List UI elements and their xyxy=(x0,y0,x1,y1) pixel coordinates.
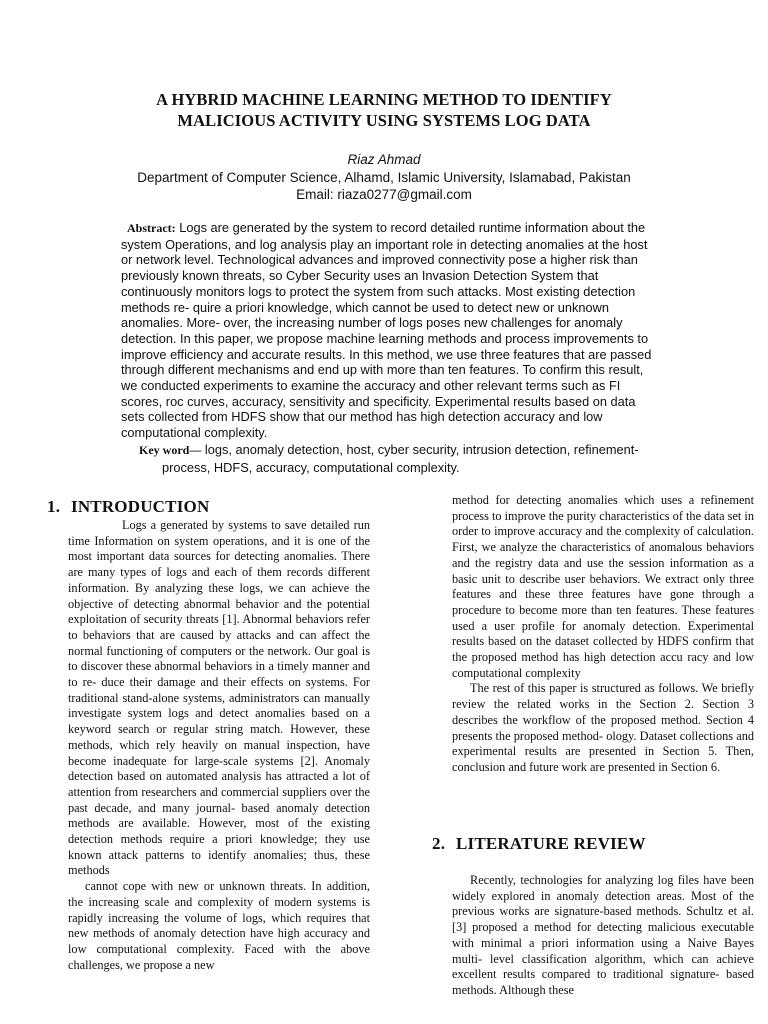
section-number: 1. xyxy=(47,497,61,516)
author-name: Riaz Ahmad xyxy=(347,152,421,167)
keywords-line-2: process, HDFS, accuracy, computational complexity. xyxy=(162,460,460,475)
section-title: INTRODUCTION xyxy=(71,497,210,516)
abstract xyxy=(121,220,661,441)
keywords xyxy=(139,441,669,476)
author-affiliation: Department of Computer Science, Alhamd, Islamic University, Islamabad, Pakistan xyxy=(137,170,631,185)
literature-review-body xyxy=(452,873,754,999)
left-column xyxy=(68,518,370,973)
lit-paragraph-1: Recently, technologies for analyzing log files have been widely explored in anomaly detection areas. Most of the previous works are signature-based methods. Schultz et al. [3] proposed a method for detecting malicious executable with minimal a priori information using a Naive Bayes multi- level classification algorithm, which can achieve excellent results compared to traditional signature- based methods. Although these xyxy=(452,873,754,997)
abstract-text: Logs are generated by the system to record detailed runtime information about the system Operations, and log analysis play an important role in detecting anomalies at the host or network level. Technological advances and improved connectivity pose a higher risk than previously known threats, so Cyber Security uses an Invasion Detection System that continuously monitors logs to protect the system from such attacks. Most existing detection methods re- quire a priori knowledge, which cannot be used to detect new or unknown anomalies. More- over, the increasing number of logs poses new challenges for anomaly detection. In this paper, we propose machine learning methods and process improvements to improve efficiency and accurate results. In this method, we use three features that are passed through different mechanisms and end up with more than ten features. To confirm this result, we conducted experiments to examine the accuracy and other relevant terms such as FI scores, roc curves, accuracy, sensitivity and specificity. Experimental results based on data sets collected from HDFS show that our method has high detection accuracy and low computational complexity. xyxy=(121,220,652,441)
abstract-label: Abstract: xyxy=(127,221,176,235)
keywords-label: Key word xyxy=(139,443,190,457)
paper-title xyxy=(100,89,668,131)
section-heading-introduction xyxy=(47,497,209,517)
section-title: LITERATURE REVIEW xyxy=(456,834,646,853)
right-column xyxy=(452,493,754,776)
keywords-line-1: logs, anomaly detection, host, cyber security, intrusion detection, refinement- xyxy=(201,442,639,457)
intro-paragraph-3: method for detecting anomalies which uses a refinement process to improve the purity characteristics of the data set in order to improve accuracy and the complexity of calculation. First, we analyze the characteristics of anomalous behaviors and the registry data and use the session information as a basic unit to describe user behaviors. We extract only three features and these three features have gone through a procedure to become more than ten features. These features used a user profile for anomaly detection. Experimental results based on the dataset collected by HDFS confirm that the proposed method has high detection accu racy and low computational complexity xyxy=(452,493,754,680)
intro-paragraph-1: Logs a generated by systems to save detailed run time Information on system operations, and it is one of the most important data sources for detecting anomalies. There are many types of logs and each of them records different information. By analyzing these logs, we can achieve the objective of detecting abnormal behavior and the potential exploitation of security threats [1]. Abnormal behaviors refer to behaviors that are caused by attacks and can affect the normal functioning of computers or the network. Our goal is to discover these abnormal behaviors in a timely manner and to re- duce their damage and their effects on systems. For traditional stand-alone systems, administrators can manually investigate system logs and detect anomalies based on a keyword search or regular string match. However, these methods, which rely heavily on manual inspection, have become inadequate for large-scale systems [2]. Anomaly detection based on automated analysis has attracted a lot of attention from researchers and commercial suppliers over the past decade, and many journal- based anomaly detection methods are available. However, most of the existing detection methods require a priori knowledge; they use known attack patterns to identify anomalies; thus, these methods xyxy=(68,518,370,878)
section-number: 2. xyxy=(432,834,446,853)
intro-paragraph-4: The rest of this paper is structured as follows. We briefly review the related works in the Section 2. Section 3 describes the workflow of the proposed method. Section 4 presents the proposed method- ology. Dataset collections and experimental results are presented in Section 5. Then, conclusion and future work are presented in Section 6. xyxy=(452,681,754,774)
title-line-2: MALICIOUS ACTIVITY USING SYSTEMS LOG DATA xyxy=(177,111,591,130)
title-line-1: A HYBRID MACHINE LEARNING METHOD TO IDENTIFY xyxy=(156,90,612,109)
section-heading-literature-review xyxy=(432,834,646,854)
keywords-dash: — xyxy=(189,443,202,457)
intro-paragraph-2: cannot cope with new or unknown threats. In addition, the increasing scale and complexity of modern systems is rapidly increasing the volume of logs, which requires that new methods of anomaly detection have high accuracy and low computational complexity. Faced with the above challenges, we propose a new xyxy=(68,879,370,972)
author-email: Email: riaza0277@gmail.com xyxy=(296,187,472,202)
